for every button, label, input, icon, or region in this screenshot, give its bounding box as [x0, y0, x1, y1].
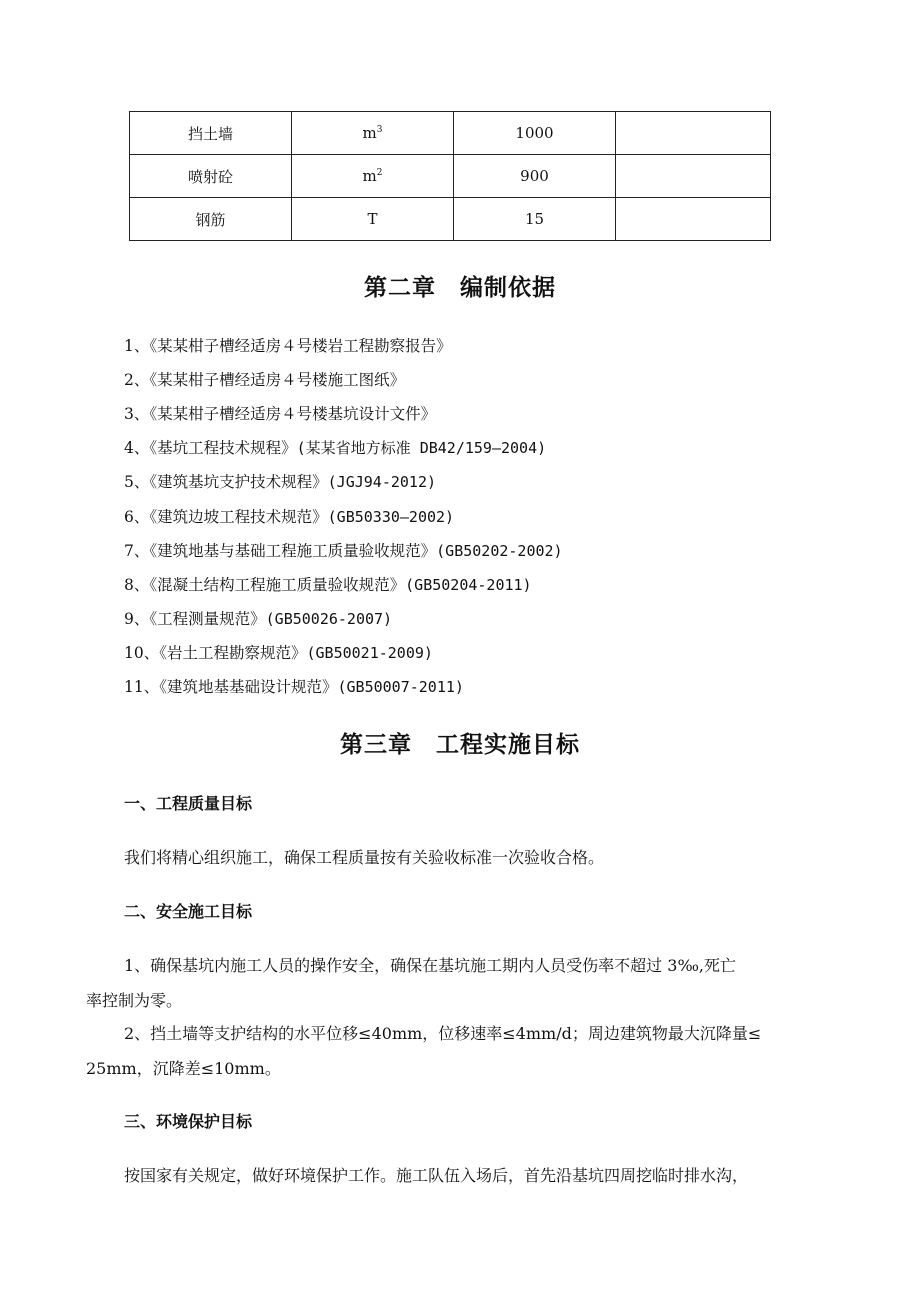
- reference-item: 7、《建筑地基与基础工程施工质量验收规范》(GB50202-2002): [124, 542, 563, 560]
- section-heading-safety: 二、安全施工目标: [124, 902, 253, 921]
- chapter-number: 第三章: [340, 732, 412, 758]
- safety-paragraph-1-line-1: 1、确保基坑内施工人员的操作安全，确保在基坑施工期内人员受伤率不超过 3‰,死亡: [124, 956, 737, 975]
- chapter-2-heading: [0, 269, 920, 302]
- table-row: [130, 112, 771, 155]
- safety-paragraph-2-line-2: 25mm，沉降差≤10mm。: [86, 1059, 281, 1078]
- unit-cell: T: [292, 198, 454, 241]
- safety-paragraph-1-line-2: 率控制为零。: [86, 991, 183, 1010]
- reference-item: 9、《工程测量规范》(GB50026-2007): [124, 610, 393, 628]
- reference-item: 8、《混凝土结构工程施工质量验收规范》(GB50204-2011): [124, 576, 532, 594]
- quantity-cell: 1000: [454, 112, 616, 155]
- reference-item: 11、《建筑地基基础设计规范》(GB50007-2011): [124, 678, 464, 696]
- quantity-cell: 15: [454, 198, 616, 241]
- note-cell: [616, 155, 771, 198]
- reference-item: 3、《某某柑子槽经适房４号楼基坑设计文件》: [124, 405, 437, 423]
- table-row: [130, 155, 771, 198]
- table-row: [130, 198, 771, 241]
- reference-item: 4、《基坑工程技术规程》(某某省地方标准 DB42/159—2004): [124, 439, 547, 457]
- reference-item: 10、《岩土工程勘察规范》(GB50021-2009): [124, 644, 433, 662]
- chapter-3-heading: [0, 726, 920, 759]
- safety-paragraph-2-line-1: 2、挡土墙等支护结构的水平位移≤40mm，位移速率≤4mm/d；周边建筑物最大沉降量≤: [124, 1024, 762, 1043]
- section-heading-quality: 一、工程质量目标: [124, 794, 253, 813]
- chapter-number: 第二章: [364, 275, 436, 301]
- chapter-title: 编制依据: [460, 275, 556, 301]
- quality-text: 我们将精心组织施工，确保工程质量按有关验收标准一次验收合格。: [124, 848, 605, 867]
- chapter-title: 工程实施目标: [436, 732, 580, 758]
- reference-item: 1、《某某柑子槽经适房４号楼岩工程勘察报告》: [124, 337, 452, 355]
- item-cell: 挡土墙: [130, 112, 292, 155]
- quantity-cell: 900: [454, 155, 616, 198]
- quantity-table: [129, 111, 771, 241]
- section-heading-environment: 三、环境保护目标: [124, 1112, 253, 1131]
- environment-text: 按国家有关规定，做好环境保护工作。施工队伍入场后，首先沿基坑四周挖临时排水沟，: [124, 1166, 749, 1185]
- note-cell: [616, 112, 771, 155]
- unit-cell: $m^2$: [292, 155, 454, 198]
- item-cell: 钢筋: [130, 198, 292, 241]
- reference-item: 5、《建筑基坑支护技术规程》(JGJ94-2012): [124, 473, 437, 491]
- reference-item: 6、《建筑边坡工程技术规范》(GB50330—2002): [124, 508, 455, 526]
- unit-cell: $m^3$: [292, 112, 454, 155]
- note-cell: [616, 198, 771, 241]
- reference-item: 2、《某某柑子槽经适房４号楼施工图纸》: [124, 371, 406, 389]
- item-cell: 喷射砼: [130, 155, 292, 198]
